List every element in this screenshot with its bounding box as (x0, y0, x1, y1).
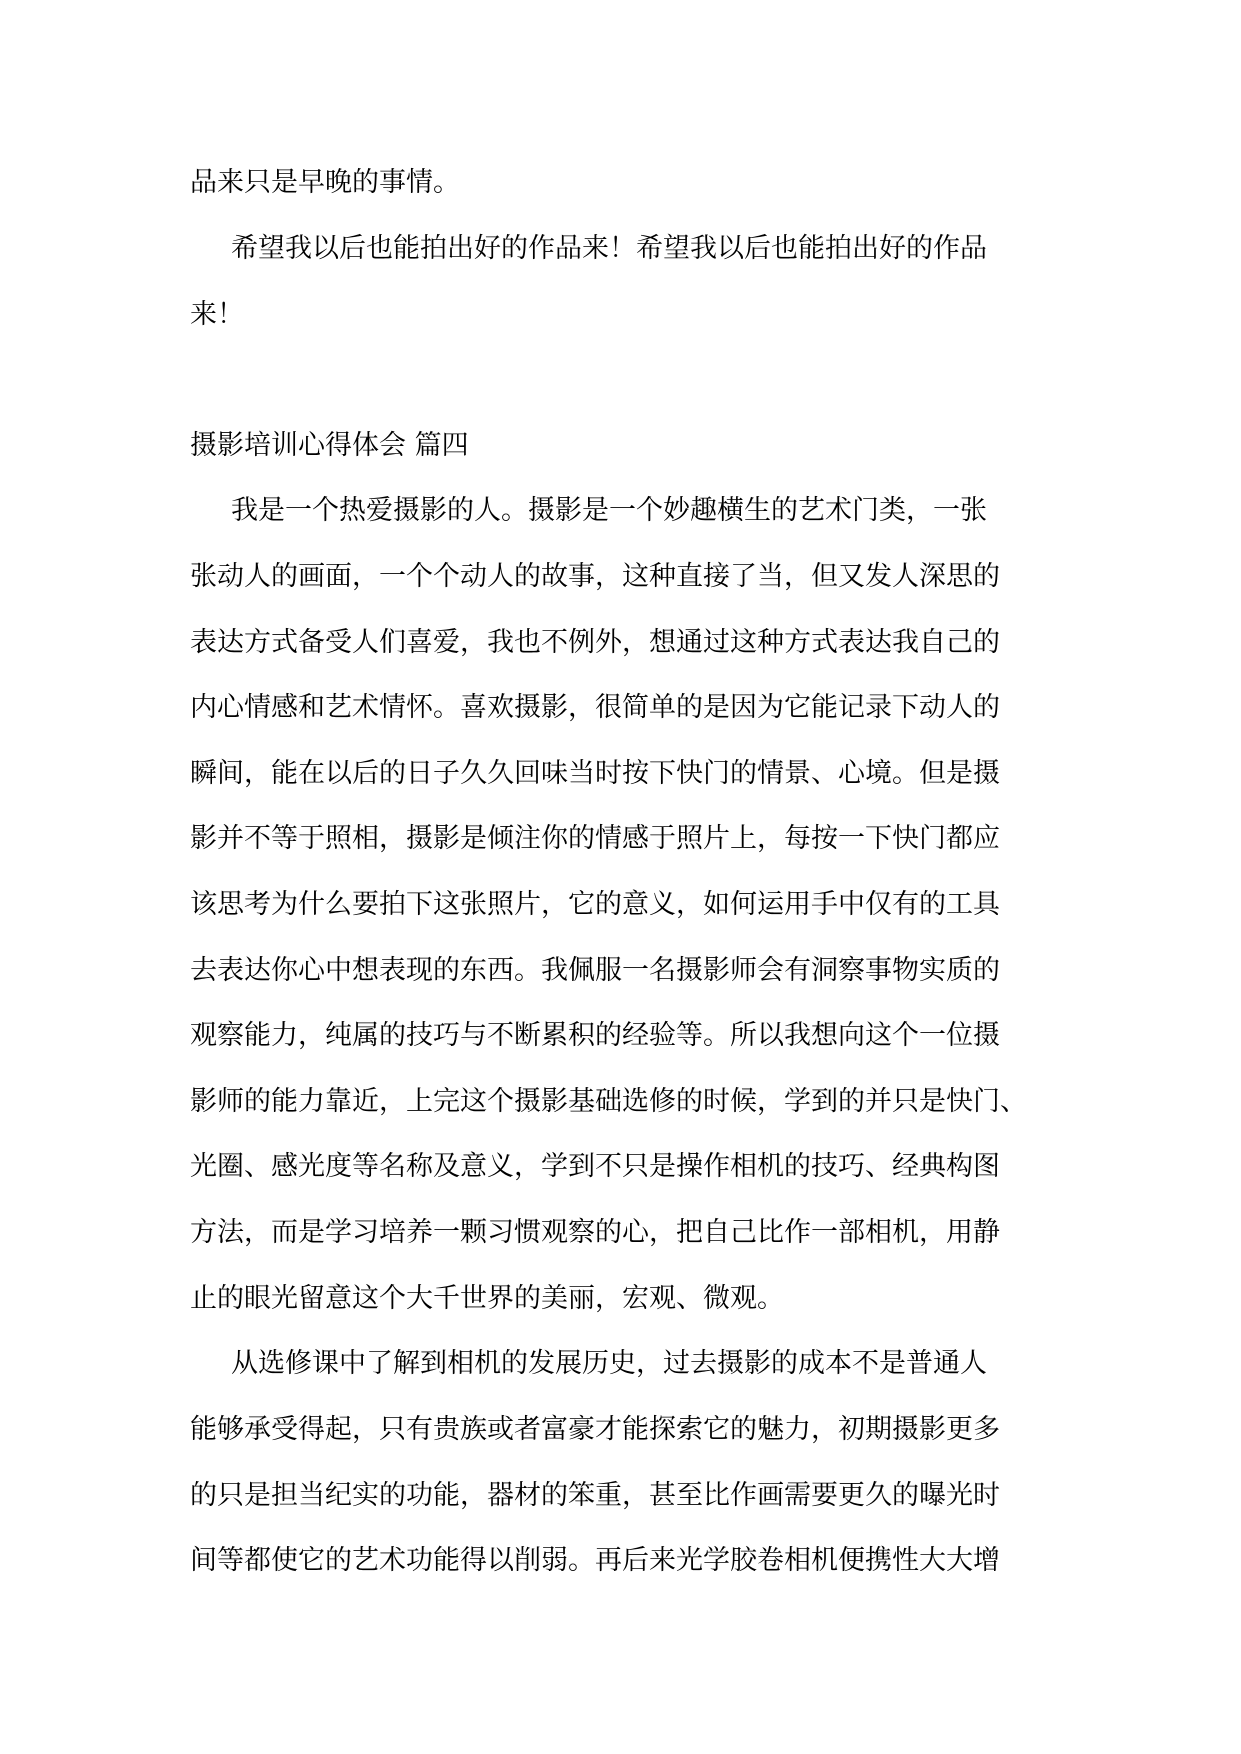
paragraph-line: 内心情感和艺术情怀。喜欢摄影，很简单的是因为它能记录下动人的 (190, 692, 1000, 723)
paragraph-line: 表达方式备受人们喜爱，我也不例外，想通过这种方式表达我自己的 (190, 627, 1000, 658)
paragraph-line: 希望我以后也能拍出好的作品来！希望我以后也能拍出好的作品 (231, 233, 987, 264)
paragraph-line: 光圈、感光度等名称及意义，学到不只是操作相机的技巧、经典构图 (190, 1151, 1000, 1182)
paragraph-line: 观察能力，纯属的技巧与不断累积的经验等。所以我想向这个一位摄 (190, 1020, 1000, 1051)
section-heading: 摄影培训心得体会 篇四 (190, 430, 469, 461)
paragraph-line: 影并不等于照相，摄影是倾注你的情感于照片上，每按一下快门都应 (190, 823, 1000, 854)
paragraph-line: 从选修课中了解到相机的发展历史，过去摄影的成本不是普通人 (231, 1348, 987, 1379)
paragraph-line: 来！ (190, 299, 244, 330)
paragraph-line: 品来只是早晚的事情。 (190, 167, 460, 198)
paragraph-line: 能够承受得起，只有贵族或者富豪才能探索它的魅力，初期摄影更多 (190, 1414, 1000, 1445)
paragraph-line: 该思考为什么要拍下这张照片，它的意义，如何运用手中仅有的工具 (190, 889, 1000, 920)
paragraph-line: 我是一个热爱摄影的人。摄影是一个妙趣横生的艺术门类，一张 (231, 495, 987, 526)
paragraph-line: 的只是担当纪实的功能，器材的笨重，甚至比作画需要更久的曝光时 (190, 1480, 1000, 1511)
paragraph-line: 瞬间，能在以后的日子久久回味当时按下快门的情景、心境。但是摄 (190, 758, 1000, 789)
paragraph-line: 止的眼光留意这个大千世界的美丽，宏观、微观。 (190, 1283, 784, 1314)
paragraph-line: 间等都使它的艺术功能得以削弱。再后来光学胶卷相机便携性大大增 (190, 1545, 1000, 1576)
paragraph-line: 去表达你心中想表现的东西。我佩服一名摄影师会有洞察事物实质的 (190, 955, 1000, 986)
paragraph-line: 方法，而是学习培养一颗习惯观察的心，把自己比作一部相机，用静 (190, 1217, 1000, 1248)
paragraph-line: 张动人的画面，一个个动人的故事，这种直接了当，但又发人深思的 (190, 561, 1000, 592)
paragraph-line: 影师的能力靠近，上完这个摄影基础选修的时候，学到的并只是快门、 (190, 1086, 1027, 1117)
